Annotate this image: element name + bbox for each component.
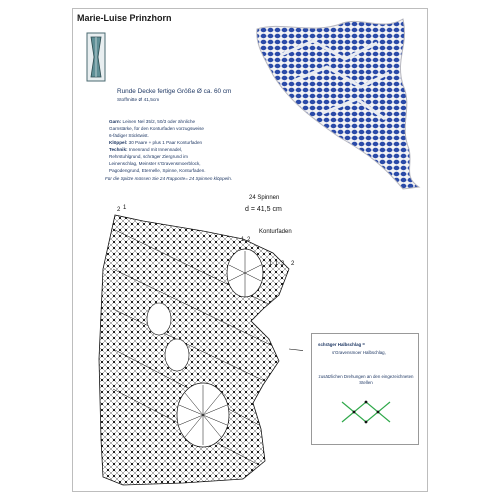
contour-thread-label: Konturfaden <box>259 229 292 235</box>
author-name: Marie-Luise Prinzhorn <box>77 13 172 23</box>
legend-box <box>311 333 419 445</box>
technique-line-1: Technik: Innenrand mit Innennadel, <box>109 147 183 152</box>
technique-line-2: Rehrstuhlgrund, schräger Ziergrund im <box>109 154 188 159</box>
pricking-diagram <box>93 209 303 491</box>
bobbin-logo-icon <box>85 31 107 83</box>
yarn-line-1: Garn: Leinen Nel 35/2, 50/3 oder ähnliche <box>109 119 196 124</box>
pair-number-1: 1 <box>123 205 127 211</box>
yarn-line-3: 6-fädiger Sticktwist. <box>109 133 149 138</box>
bobbins-line: Klöppel: 30 Paare + plus 1 Paar Konturfaden <box>109 140 203 145</box>
yarn-line-2: Garnstärke, für den Konturfaden vorzugsweise <box>109 126 204 131</box>
technique-line-4: Pagodengrund, Eternelle, Spinne, Konturfaden. <box>109 168 206 173</box>
legend-title: schräger Halbschlag = <box>318 342 365 347</box>
technique-line-3: Leinenschlag, Meinster s'Gravensmoerblock, <box>109 161 201 166</box>
spiders-count-label: 24 Spinnen <box>249 195 280 201</box>
diameter-label: d = 41,5 cm <box>245 206 282 213</box>
repeat-note: Für die Spitze müssen Sie 24 Rapporte= 24 Spinnen klöppeln. <box>105 176 233 181</box>
half-stitch-symbol-icon <box>338 398 394 426</box>
lace-photo <box>253 15 425 190</box>
pattern-sheet <box>72 8 428 492</box>
pair-number-2b: 2 <box>247 237 251 243</box>
pair-number-2: 2 <box>117 207 121 213</box>
fabric-center-size: Stoffmitte Ø 41,5cm <box>117 98 160 103</box>
legend-note: zusätzlichen Drehungen an den eingezeichneten Stellen <box>318 374 414 385</box>
doily-title: Runde Decke fertige Größe Ø ca. 60 cm <box>117 88 232 95</box>
pair-number-2c: 2 <box>291 261 295 267</box>
legend-subtitle: s'Gravensmoer Halbschlag, <box>332 350 386 355</box>
